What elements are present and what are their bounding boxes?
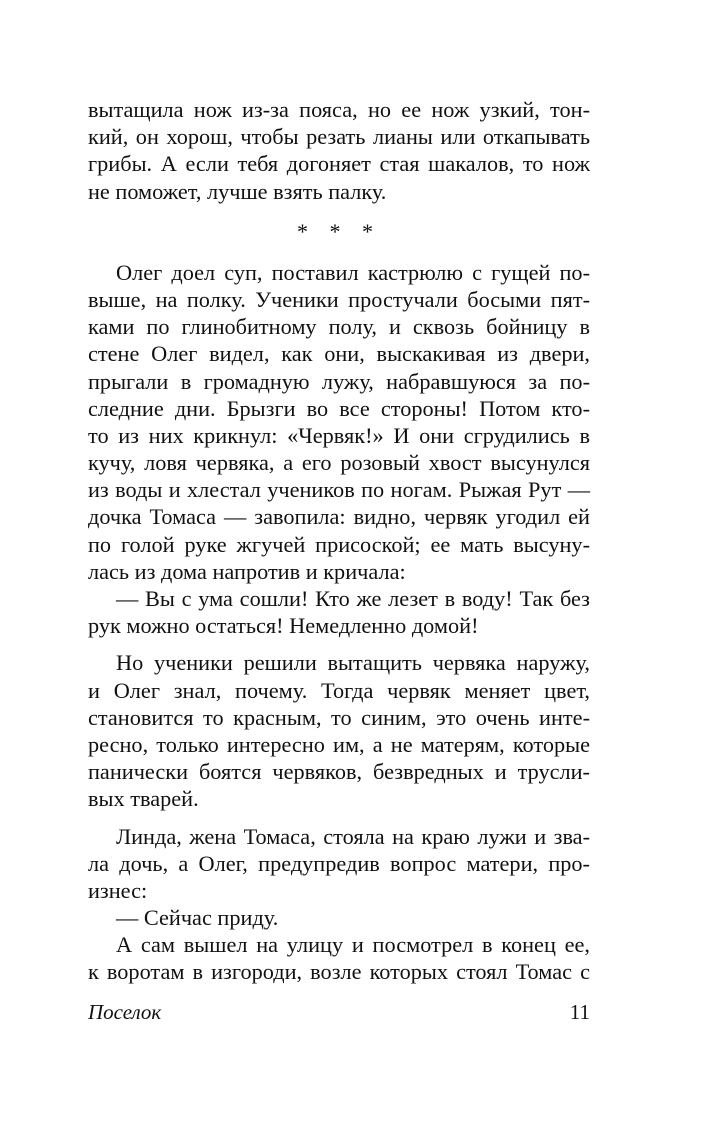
body-text <box>88 96 590 986</box>
page-number: 11 <box>569 1000 590 1024</box>
text-line: ресно, только интересно им, а не матерям, которые <box>88 731 590 757</box>
page-footer <box>88 998 590 1026</box>
text-line: ками по глинобитному полу, и сквозь бойницу в <box>88 314 590 340</box>
text-line: кий, он хорош, чтобы резать лианы или откапывать <box>88 124 590 150</box>
paragraph-first-line: Линда, жена Томаса, стояла на краю лужи и зва- <box>116 823 590 849</box>
text-line: выше, на полку. Ученики простучали босыми пят- <box>88 286 590 312</box>
text-line: вых тварей. <box>88 786 199 812</box>
dialogue-line: — Сейчас приду. <box>116 905 279 931</box>
running-head: Поселок <box>88 1000 162 1024</box>
text-line: по голой руке жгучей присоской; ее мать высуну- <box>88 531 590 557</box>
text-line: к воротам в изгороди, возле которых стоял Томас с <box>88 959 590 985</box>
text-line: становится то красным, то синим, это очень инте- <box>88 704 590 730</box>
text-line: дочка Томаса — завопила: видно, червяк угодил ей <box>88 504 590 530</box>
dialogue-line: — Вы с ума сошли! Кто же лезет в воду! Так без <box>116 586 590 611</box>
text-line: панически боятся червяков, безвредных и трусли- <box>88 759 590 785</box>
paragraph-first-line: А сам вышел на улицу и посмотрел в конец ее, <box>116 932 590 958</box>
text-line: кучу, ловя червяка, а его розовый хвост высунулся <box>88 450 590 476</box>
paragraph-gap <box>88 639 590 649</box>
text-line: лась из дома напротив и кричала: <box>88 558 406 584</box>
text-line: стене Олег видел, как они, выскакивая из двери, <box>88 341 590 367</box>
text-line: изнес: <box>88 877 148 903</box>
section-separator: * * * <box>297 218 381 244</box>
text-line: не поможет, лучше взять палку. <box>88 178 387 204</box>
text-line: ла дочь, а Олег, предупредив вопрос матери, про- <box>88 850 590 876</box>
paragraph-gap <box>88 813 590 823</box>
text-line: прыгали в громадную лужу, набравшуюся за по- <box>88 368 590 394</box>
text-line: то из них крикнул: «Червяк!» И они сгрудились в <box>88 422 590 448</box>
text-line: грибы. А если тебя догоняет стая шакалов, то нож <box>88 151 590 177</box>
text-line: рук можно остаться! Немедленно домой! <box>88 613 479 639</box>
text-line: из воды и хлестал учеников по ногам. Рыжая Рут — <box>88 477 590 503</box>
paragraph-first-line: Олег доел суп, поставил кастрюлю с гущей по- <box>116 259 590 285</box>
paragraph-first-line: Но ученики решили вытащить червяка наружу, <box>116 650 590 676</box>
text-line: вытащила нож из-за пояса, но ее нож узкий, тон- <box>88 97 590 122</box>
text-line: следние дни. Брызги во все стороны! Потом кто- <box>88 395 590 421</box>
text-line: и Олег знал, почему. Тогда червяк меняет цвет, <box>88 677 590 703</box>
